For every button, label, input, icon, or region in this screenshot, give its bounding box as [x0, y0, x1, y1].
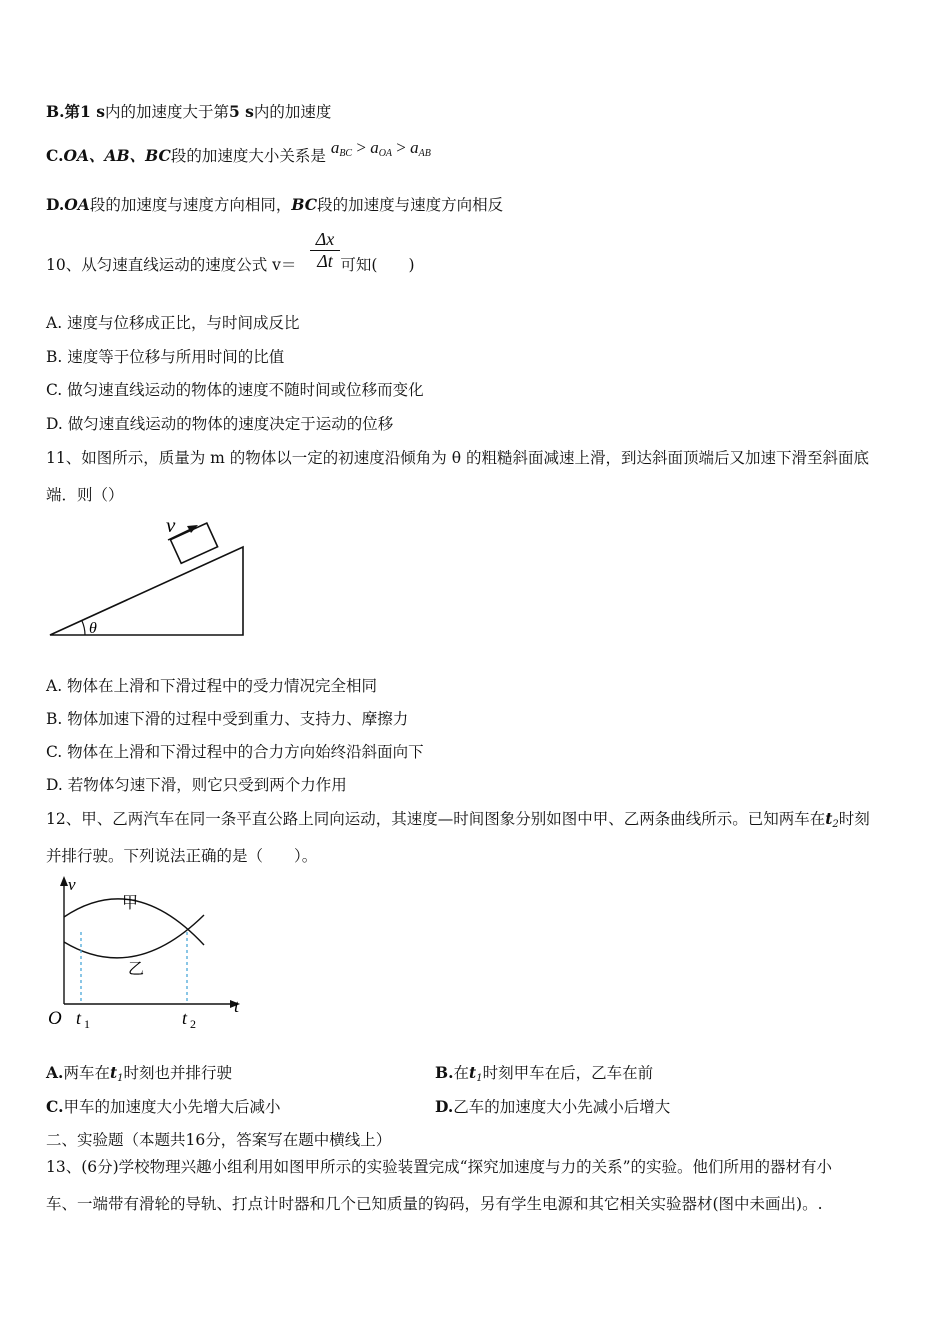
q11-option-c: C. 物体在上滑和下滑过程中的合力方向始终沿斜面向下 — [46, 743, 424, 761]
q11-option-a: A. 物体在上滑和下滑过程中的受力情况完全相同 — [46, 677, 378, 695]
yi-label: 乙 — [128, 961, 145, 978]
q12-option-d: D.乙车的加速度大小先减小后增大 — [435, 1097, 671, 1116]
v-axis-arrow-icon — [60, 876, 68, 886]
q13-line1: 13、(6分)学校物理兴趣小组利用如图甲所示的实验装置完成“探究加速度与力的关系”的实验。他们所用的器材有小 — [46, 1158, 833, 1176]
q11-stem-line1: 11、如图所示，质量为 m 的物体以一定的初速度沿倾角为 θ 的粗糙斜面减速上滑，到达斜面顶端后又加速下滑至斜面底 — [46, 449, 869, 467]
section2-title: 二、实验题（本题共16分，答案写在题中横线上） — [46, 1131, 392, 1149]
curve-yi — [64, 915, 204, 958]
t2-subscript: 2 — [190, 1017, 196, 1031]
vt-graph — [40, 872, 260, 1032]
incline-figure — [40, 510, 260, 645]
angle-arc — [82, 621, 85, 635]
fraction-numerator: Δx — [315, 229, 335, 249]
origin-label: O — [48, 1008, 62, 1029]
q9-option-d: D.OA段的加速度与速度方向相同，BC段的加速度与速度方向相反 — [46, 195, 504, 214]
velocity-label: v — [166, 513, 176, 537]
q11-option-d: D. 若物体匀速下滑，则它只受到两个力作用 — [46, 776, 347, 794]
incline-triangle — [50, 547, 243, 635]
q10-option-b: B. 速度等于位移与所用时间的比值 — [46, 348, 285, 366]
q12-option-a: A.两车在$t_1$时刻也并排行驶 — [46, 1063, 233, 1084]
q10-fraction — [310, 229, 340, 272]
q13-line2: 车、一端带有滑轮的导轨、打点计时器和几个已知质量的钩码，另有学生电源和其它相关实验器材(图中未画出)。. — [46, 1195, 823, 1213]
q10-option-c: C. 做匀速直线运动的物体的速度不随时间或位移而变化 — [46, 381, 424, 399]
q12-option-b: B.在$t_1$时刻甲车在后，乙车在前 — [435, 1063, 654, 1084]
q12-option-c: C.甲车的加速度大小先增大后减小 — [46, 1097, 281, 1116]
t-label: t — [234, 996, 240, 1016]
t1-subscript: 1 — [84, 1017, 90, 1031]
v-label: v — [68, 875, 76, 894]
q10-stem: 10、从匀速直线运动的速度公式 v＝ 可知( ) — [46, 256, 415, 274]
jia-label: 甲 — [122, 895, 139, 912]
q11-option-b: B. 物体加速下滑的过程中受到重力、支持力、摩擦力 — [46, 710, 409, 728]
angle-label: θ — [89, 620, 97, 637]
q11-stem-line2: 端．则（） — [46, 486, 124, 504]
q12-stem-line2: 并排行驶。下列说法正确的是（ ）。 — [46, 847, 318, 865]
fraction-denominator: Δt — [317, 251, 333, 271]
q10-option-d: D. 做匀速直线运动的物体的速度决定于运动的位移 — [46, 415, 394, 433]
t1-label: t — [76, 1008, 82, 1028]
acceleration-relation: $a_{BC} > a_{OA} > a_{AB}$ — [330, 138, 431, 159]
t2-label: t — [182, 1008, 188, 1028]
q12-stem-line1: 12、甲、乙两汽车在同一条平直公路上同向运动，其速度—时间图象分别如图中甲、乙两条曲线所示。已知两车在$t_2$时刻 — [46, 809, 870, 830]
q9-option-b: B.第1 s内的加速度大于第5 s内的加速度 — [46, 102, 332, 121]
q9-option-c: C.OA、AB、BC段的加速度大小关系是 $a_{BC} > a_{OA} > a_{AB}$ — [46, 138, 431, 165]
q10-option-a: A. 速度与位移成正比，与时间成反比 — [46, 314, 300, 332]
